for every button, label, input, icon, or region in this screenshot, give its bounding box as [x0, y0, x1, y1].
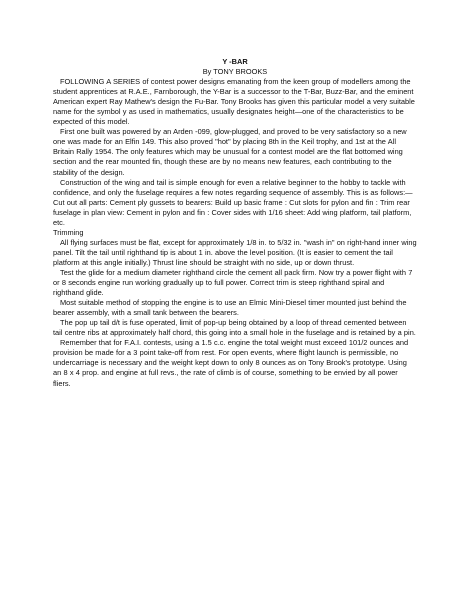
- paragraph-fai-contests: Remember that for F.A.I. contests, using a 1.5 c.c. engine the total weight must exceed 101/2 ounces and provision be made for a 3 point take-off from rest. For open events, where flight launch is permissible, no undercarriage is necessary and the weight kept down to only 8 ounces as on Tony Brook's prototype. Using an 8 x 4 prop. and engine at full revs., the rate of climb is of course, something to be envied by all power fliers.: [53, 338, 409, 388]
- paragraph-engine-stop: Most suitable method of stopping the engine is to use an Elmic Mini-Diesel timer mounted just behind the bearer assembly, with a small tank between the bearers.: [53, 298, 407, 318]
- paragraph-first-build: First one built was powered by an Arden -099, glow-plugged, and proved to be very satisfactory so a new one was made for an Elfin 149. This also proved "hot" by placing 8th in the Keil trophy, and 1st at the All Britain Rally 1954. The only features which may be unusual for a contest model are the flat bottomed wing section and the rear mounted fin, though these are by no means new features, each contributing to the stability of the design.: [53, 127, 407, 177]
- paragraph-intro: FOLLOWING A SERIES of contest power designs emanating from the keen group of modellers among the student apprentices at R.A.E., Farnborough, the Y-Bar is a successor to the T-Bar, Buzz-Bar, and the eminent American expert Ray Mathew's design the Fu-Bar. Tony Brooks has given this particular model a very suitable name for the symbol y as used in mathematics, usually designates height—one of the characteristics to be expected of this model.: [53, 77, 415, 127]
- article-byline: By TONY BROOKS: [202, 67, 268, 77]
- paragraph-construction: Construction of the wing and tail is simple enough for even a relative beginner to the hobby to tackle with confidence, and only the fuselage requires a few notes regarding sequence of assembly. This is as follows:— Cut out all parts: Cement ply gussets to bearers: Build up basic frame : Cut slots for pylon and fin : Trim rear fuselage in plan view: Cement in pylon and fin : Cover sides with 1/16 sheet: Add wing platform, tail platform, etc.: [53, 177, 413, 227]
- paragraph-glide-test: Test the glide for a medium diameter righthand circle the cement all pack firm. Now try a power flight with 7 or 8 seconds engine run working gradually up to full power. Correct trim is steep righthand spiral and righthand glide.: [53, 267, 413, 298]
- subheading-trimming: Trimming: [53, 227, 84, 237]
- paragraph-dethermaliser: The pop up tail d/t is fuse operated, limit of pop-up being obtained by a loop of thread cemented between tail centre ribs at approximately half chord, this going into a small hole in the fuselage and is retained by a pin.: [53, 318, 416, 338]
- paragraph-flying-surfaces: All flying surfaces must be flat, except for approximately 1/8 in. to 5/32 in. "wash in" on right-hand inner wing panel. Tilt the tail until righthand tip is about 1 in. above the level position. (It is easier to cement the tail platform at this angle initially.) Thrust line should be straight with no side, up or down thrust.: [53, 237, 417, 267]
- article-title: Y -BAR: [222, 57, 248, 66]
